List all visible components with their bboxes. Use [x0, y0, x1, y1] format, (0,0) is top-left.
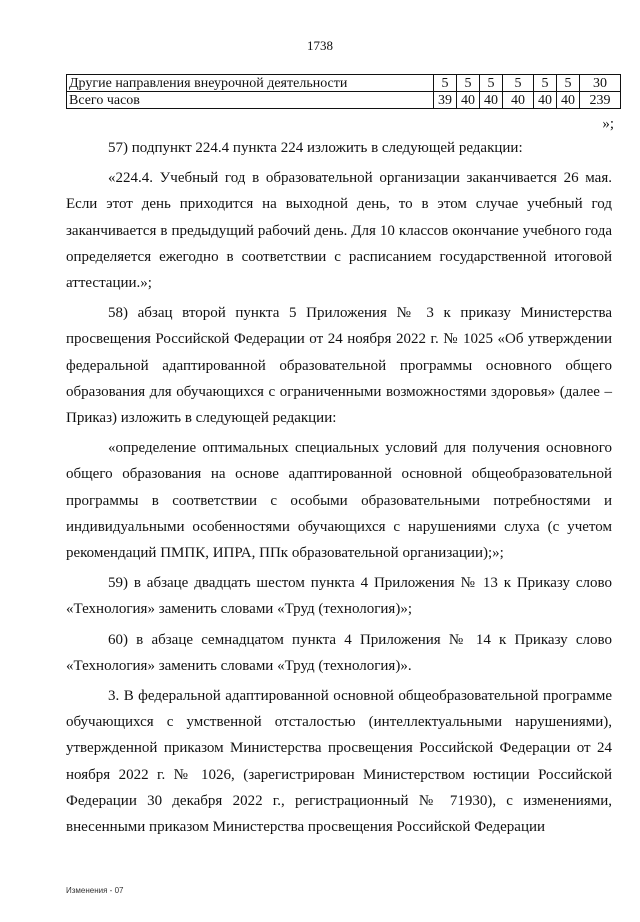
table-cell: 5 [534, 75, 557, 92]
table-cell: 5 [434, 75, 457, 92]
paragraph: 3. В федеральной адаптированной основной общеобразовательной программе обучающихся с умственной отсталостью (интеллектуальными нарушениями), утвержденной приказом Министерства просвещения Российской Федерации от 24 ноября 2022 г. № 1026, (зарегистрирован Министерством юстиции Российской Федерации 30 декабря 2022 г., регистрационный № 71930), с изменениями, внесенными приказом Министерства просвещения Российской Федерации [66, 688, 612, 836]
table-cell-activity: Другие направления внеурочной деятельности [67, 75, 434, 92]
table-closing-quote: »; [602, 116, 614, 132]
paragraph: «определение оптимальных специальных условий для получения основного общего образования на основе адаптированной основной общеобразовательной программы в соответствии с особыми образовательными потребностями и индивидуальными особенностями обучающихся с нарушениями слуха (с учетом рекомендаций ПМПК, ИПРА, ППк образовательной организации);»; [66, 440, 612, 562]
paragraph: «224.4. Учебный год в образовательной организации заканчивается 26 мая. Если этот день приходится на выходной день, то в этом случае учебный год заканчивается в предыдущий рабочий день. Для 10 классов окончание учебного года определяется ежегодно в соответствии с расписанием государственной итоговой аттестации.»; [66, 170, 612, 292]
table-cell: 40 [534, 92, 557, 109]
footer-note: Изменения - 07 [66, 886, 124, 895]
table-cell: 39 [434, 92, 457, 109]
page-number: 1738 [307, 38, 333, 53]
table-row [67, 92, 621, 109]
table-cell: 40 [457, 92, 480, 109]
table-cell: 5 [457, 75, 480, 92]
table-cell: 5 [503, 75, 534, 92]
paragraph: 58) абзац второй пункта 5 Приложения № 3 к приказу Министерства просвещения Российской Федерации от 24 ноября 2022 г. № 1025 «Об утверждении федеральной адаптированной образовательной программы основного общего образования для обучающихся с ограниченными возможностями здоровья» (далее – Приказ) изложить в следующей редакции: [66, 305, 612, 427]
table-cell: 5 [480, 75, 503, 92]
table-cell: 40 [503, 92, 534, 109]
paragraph: 60) в абзаце семнадцатом пункта 4 Приложения № 14 к Приказу слово «Технология» заменить словами «Труд (технология)». [66, 631, 612, 674]
table-cell-activity: Всего часов [67, 92, 434, 109]
table-cell: 40 [557, 92, 580, 109]
paragraph: 59) в абзаце двадцать шестом пункта 4 Приложения № 13 к Приказу слово «Технология» заменить словами «Труд (технология)»; [66, 575, 612, 618]
hours-table [66, 74, 621, 109]
table-cell-total: 30 [580, 75, 621, 92]
table-cell: 5 [557, 75, 580, 92]
table-row [67, 75, 621, 92]
table-cell-total: 239 [580, 92, 621, 109]
table-cell: 40 [480, 92, 503, 109]
paragraph: 57) подпункт 224.4 пункта 224 изложить в следующей редакции: [108, 140, 523, 156]
document-body [66, 135, 612, 840]
